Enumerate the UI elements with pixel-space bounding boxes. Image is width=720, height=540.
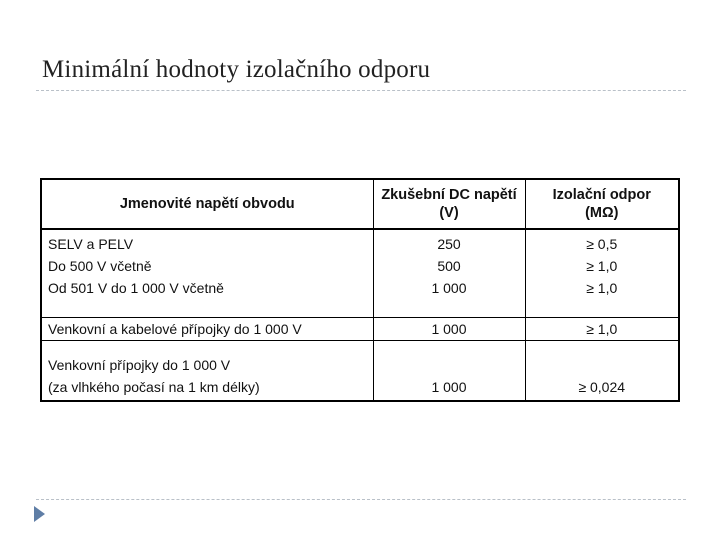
voltage-selv-pelv: 250 bbox=[437, 236, 461, 252]
table-row-group-main bbox=[42, 229, 678, 318]
cell-resistance-outdoor: ≥ 0,024 bbox=[525, 341, 678, 401]
cell-resistance-kabel: ≥ 1,0 bbox=[525, 318, 678, 341]
header-circuit bbox=[42, 180, 373, 229]
footer-divider bbox=[36, 499, 686, 500]
circuit-outdoor-line1: Venkovní přípojky do 1 000 V bbox=[48, 357, 231, 373]
resistance-table-grid bbox=[42, 180, 678, 400]
header-test-voltage-line1: Zkušební DC napětí bbox=[381, 187, 517, 203]
header-resistance-line1: Izolační odpor bbox=[552, 187, 651, 203]
resistance-do-500: ≥ 1,0 bbox=[586, 258, 618, 274]
cell-circuit-group bbox=[42, 229, 373, 318]
cell-resistance-group bbox=[525, 229, 678, 318]
slide-title: Minimální hodnoty izolačního odporu bbox=[42, 56, 431, 83]
voltage-501-1000: 1 000 bbox=[431, 280, 467, 296]
voltage-do-500: 500 bbox=[437, 258, 461, 274]
insulation-resistance-table bbox=[40, 178, 680, 402]
header-resistance bbox=[525, 180, 678, 229]
title-divider bbox=[36, 90, 686, 91]
header-circuit-label: Jmenovité napětí obvodu bbox=[119, 196, 295, 212]
circuit-do-500: Do 500 V včetně bbox=[48, 258, 152, 274]
cell-voltage-group bbox=[373, 229, 525, 318]
circuit-outdoor-line2: (za vlhkého počasí na 1 km délky) bbox=[48, 379, 260, 395]
header-test-voltage-line2: (V) bbox=[439, 205, 459, 221]
circuit-501-1000: Od 501 V do 1 000 V včetně bbox=[48, 280, 224, 296]
table-row bbox=[42, 341, 678, 401]
cell-voltage-kabel: 1 000 bbox=[373, 318, 525, 341]
resistance-selv-pelv: ≥ 0,5 bbox=[586, 236, 618, 252]
cell-voltage-outdoor: 1 000 bbox=[373, 341, 525, 401]
header-resistance-line2: (MΩ) bbox=[585, 205, 619, 221]
cell-circuit-outdoor bbox=[42, 341, 373, 401]
circuit-selv-pelv: SELV a PELV bbox=[48, 236, 134, 252]
table-header-row bbox=[42, 180, 678, 229]
resistance-501-1000: ≥ 1,0 bbox=[586, 280, 618, 296]
triangle-bullet-icon bbox=[34, 506, 45, 522]
table-row bbox=[42, 318, 678, 341]
header-test-voltage bbox=[373, 180, 525, 229]
cell-circuit-kabel: Venkovní a kabelové přípojky do 1 000 V bbox=[42, 318, 373, 341]
